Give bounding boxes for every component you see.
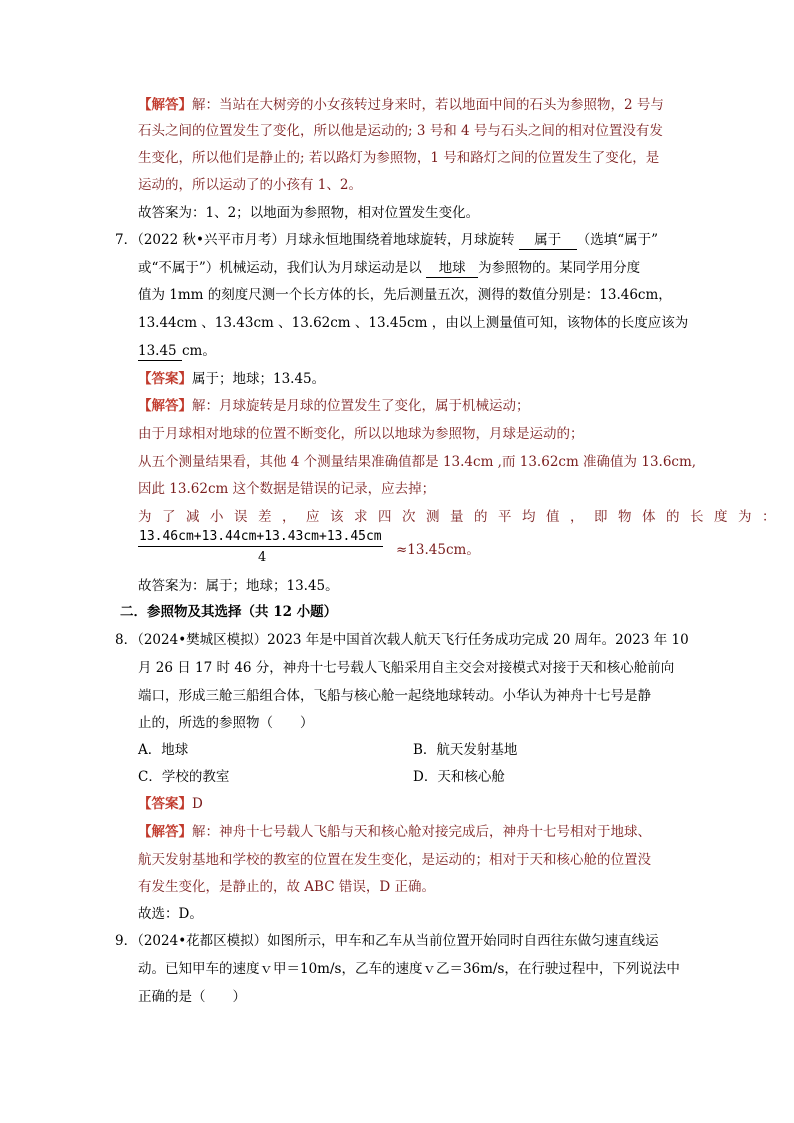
blank-2: 地球: [426, 260, 478, 278]
q8-analysis-line-3: 有发生变化，是静止的，故 ABC 错误，D 正确。: [138, 879, 435, 895]
q8-stem-line-1: 8．（2024•樊城区模拟）2023 年是中国首次载人航天飞行任务成功完成 20 周年。2023 年 10: [115, 632, 689, 648]
average-formula: [138, 528, 480, 565]
q7-answer: 【答案】属于；地球；13.45。: [138, 371, 326, 387]
q7-analysis-line-5: 为了减小误差，应该求四次测量的平均值，即物体的长度为：: [138, 509, 786, 525]
q6-analysis-line-4: 运动的，所以运动了的小孩有 1、2。: [138, 177, 362, 193]
q7-stem-line-2: 或“不属于”）机械运动，我们认为月球运动是以 地球 为参照物的。某同学用分度: [138, 260, 641, 276]
q8-stem-line-2: 月 26 日 17 时 46 分，神舟十七号载人飞船采用自主交会对接模式对接于天和核心舱前向: [138, 660, 675, 676]
q6-analysis-line-3: 生变化，所以他们是静止的; 若以路灯为参照物，1 号和路灯之间的位置发生了变化，是: [138, 150, 660, 166]
section-heading: 二．参照物及其选择（共 12 小题）: [120, 604, 338, 620]
q7-analysis-line-3: 从五个测量结果看，其他 4 个测量结果准确值都是 13.4cm ,而 13.62cm 准确值为 13.6cm,: [138, 454, 697, 470]
q6-analysis-line-2: 石头之间的位置发生了变化，所以他是运动的; 3 号和 4 号与石头之间的相对位置没有发: [138, 123, 663, 139]
q6-final-answer: 故答案为：1、2；以地面为参照物，相对位置发生变化。: [138, 205, 480, 221]
answer-tag: 【答案】: [138, 371, 192, 387]
q7-stem-line-5: 13.45 cm。: [138, 343, 216, 359]
q7-stem-line-4: 13.44cm 、13.43cm 、13.62cm 、13.45cm ，由以上测量值可知，该物体的长度应该为: [138, 315, 689, 331]
q7-analysis-line-2: 由于月球相对地球的位置不断变化，所以以地球为参照物，月球是运动的；: [138, 426, 584, 442]
q8-option-c: C．学校的教室: [138, 769, 230, 785]
q6-analysis-line-1: 【解答】解：当站在大树旁的小女孩转过身来时，若以地面中间的石头为参照物，2 号与: [138, 97, 664, 113]
q8-final-answer: 故选：D。: [138, 906, 203, 922]
q7-stem-line-1: 7．（2022 秋•兴平市月考）月球永恒地围绕着地球旋转，月球旋转 属于 （选填“属于”: [115, 232, 659, 248]
q8-answer: 【答案】D: [138, 796, 203, 812]
formula-numerator: 13.46cm+13.44cm+13.43cm+13.45cm: [138, 528, 383, 547]
formula-denominator: 4: [258, 550, 267, 565]
q8-option-d: D．天和核心舱: [413, 769, 505, 785]
q8-analysis-line-1: 【解答】解：神舟十七号载人飞船与天和核心舱对接完成后，神舟十七号相对于地球、: [138, 824, 651, 840]
q7-analysis-line-1: 【解答】解：月球旋转是月球的位置发生了变化，属于机械运动；: [138, 398, 530, 414]
analysis-tag: 【解答】: [138, 398, 192, 414]
q8-option-a: A．地球: [138, 742, 189, 758]
q7-stem-line-3: 值为 1mm 的刻度尺测一个长方体的长，先后测量五次，测得的数值分别是：13.46cm，: [138, 287, 672, 303]
q9-stem-line-3: 正确的是（ ）: [138, 989, 246, 1005]
q8-stem-line-4: 止的，所选的参照物（ ）: [138, 715, 314, 731]
q7-analysis-line-4: 因此 13.62cm 这个数据是错误的记录，应去掉；: [138, 481, 436, 497]
q9-stem-line-1: 9．（2024•花都区模拟）如图所示，甲车和乙车从当前位置开始同时自西往东做匀速直线运: [115, 933, 659, 949]
analysis-tag: 【解答】: [138, 97, 192, 113]
analysis-tag: 【解答】: [138, 824, 192, 840]
formula-result: ≈13.45cm。: [396, 542, 480, 558]
answer-tag: 【答案】: [138, 796, 192, 812]
blank-1: 属于: [519, 232, 577, 250]
blank-3: 13.45: [138, 343, 182, 361]
q8-analysis-line-2: 航天发射基地和学校的教室的位置在发生变化，是运动的；相对于天和核心舱的位置没: [138, 852, 651, 868]
q8-stem-line-3: 端口，形成三舱三船组合体，飞船与核心舱一起绕地球转动。小华认为神舟十七号是静: [138, 688, 651, 704]
q9-stem-line-2: 动。已知甲车的速度ｖ甲＝10m/s，乙车的速度ｖ乙＝36m/s，在行驶过程中，下列说法中: [138, 961, 680, 977]
q7-final-answer: 故答案为：属于；地球；13.45。: [138, 578, 339, 594]
q8-option-b: B．航天发射基地: [413, 742, 518, 758]
